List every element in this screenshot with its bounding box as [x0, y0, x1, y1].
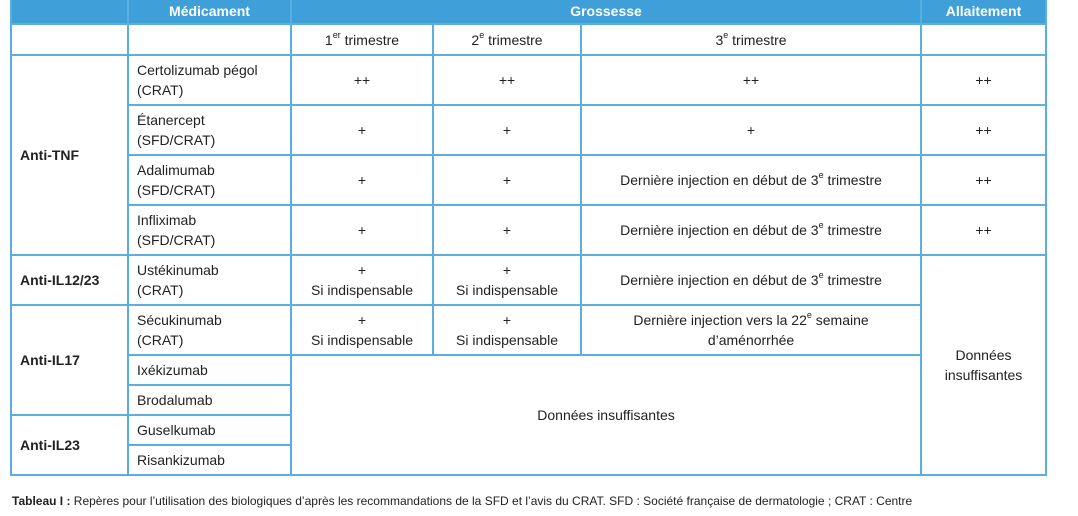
drug-ustekinumab: Ustékinumab (CRAT) — [128, 255, 291, 305]
subheader-trimestre-3: 3e trimestre — [581, 24, 921, 55]
cell-donnees-insuffisantes: Données insuffisantes — [291, 355, 921, 475]
subheader-empty-2 — [128, 24, 291, 55]
cell-allaitement: ++ — [921, 205, 1046, 255]
cell-t3: + — [581, 105, 921, 155]
class-anti-il23: Anti-IL23 — [11, 415, 128, 475]
cell-t2: + Si indispensable — [433, 305, 581, 355]
cell-allaitement: ++ — [921, 55, 1046, 105]
class-anti-il17: Anti-IL17 — [11, 305, 128, 415]
subheader-empty-3 — [921, 24, 1046, 55]
class-anti-il12-23: Anti-IL12/23 — [11, 255, 128, 305]
class-anti-tnf: Anti-TNF — [11, 55, 128, 255]
subheader-empty-1 — [11, 24, 128, 55]
cell-allaitement: ++ — [921, 105, 1046, 155]
cell-t2: + — [433, 205, 581, 255]
table-row — [11, 255, 1046, 305]
drug-etanercept: Étanercept (SFD/CRAT) — [128, 105, 291, 155]
header-grossesse: Grossesse — [291, 0, 921, 24]
cell-t1: + Si indispensable — [291, 305, 433, 355]
cell-allaitement-donnees: Données insuffisantes — [921, 255, 1046, 475]
drug-guselkumab: Guselkumab — [128, 415, 291, 445]
cell-allaitement: ++ — [921, 155, 1046, 205]
drug-brodalumab: Brodalumab — [128, 385, 291, 415]
header-empty — [11, 0, 128, 24]
cell-t2: ++ — [433, 55, 581, 105]
cell-t3: Dernière injection en début de 3e trimestre — [581, 205, 921, 255]
cell-t2: + Si indispensable — [433, 255, 581, 305]
table-row — [11, 205, 1046, 255]
header-allaitement: Allaitement — [921, 0, 1046, 24]
cell-t1: + — [291, 205, 433, 255]
table-row — [11, 305, 1046, 355]
table-row — [11, 155, 1046, 205]
cell-t3: ++ — [581, 55, 921, 105]
cell-t1: ++ — [291, 55, 433, 105]
table-row — [11, 105, 1046, 155]
drug-ixekizumab: Ixékizumab — [128, 355, 291, 385]
subheader-trimestre-2: 2e trimestre — [433, 24, 581, 55]
caption-label: Tableau I : — [12, 494, 71, 508]
cell-t2: + — [433, 155, 581, 205]
cell-t1: + — [291, 155, 433, 205]
header-row — [11, 0, 1046, 24]
cell-t3: Dernière injection vers la 22e semaine d’aménorrhée — [581, 305, 921, 355]
table-row — [11, 55, 1046, 105]
subheader-row — [11, 24, 1046, 55]
drug-certolizumab: Certolizumab pégol (CRAT) — [128, 55, 291, 105]
drug-secukinumab: Sécukinumab (CRAT) — [128, 305, 291, 355]
drug-risankizumab: Risankizumab — [128, 445, 291, 475]
table-row — [11, 355, 1046, 385]
table-caption — [12, 494, 912, 508]
subheader-trimestre-1: 1er trimestre — [291, 24, 433, 55]
cell-t3: Dernière injection en début de 3e trimestre — [581, 255, 921, 305]
biologics-table — [10, 0, 1047, 476]
drug-infliximab: Infliximab (SFD/CRAT) — [128, 205, 291, 255]
caption-text: Repères pour l’utilisation des biologiques d’après les recommandations de la SFD et l’avis du CRAT. SFD : Société française de dermatologie ; CRAT : Centre — [70, 494, 913, 508]
cell-t3: Dernière injection en début de 3e trimestre — [581, 155, 921, 205]
cell-t2: + — [433, 105, 581, 155]
header-medicament: Médicament — [128, 0, 291, 24]
cell-t1: + — [291, 105, 433, 155]
cell-t1: + Si indispensable — [291, 255, 433, 305]
drug-adalimumab: Adalimumab (SFD/CRAT) — [128, 155, 291, 205]
